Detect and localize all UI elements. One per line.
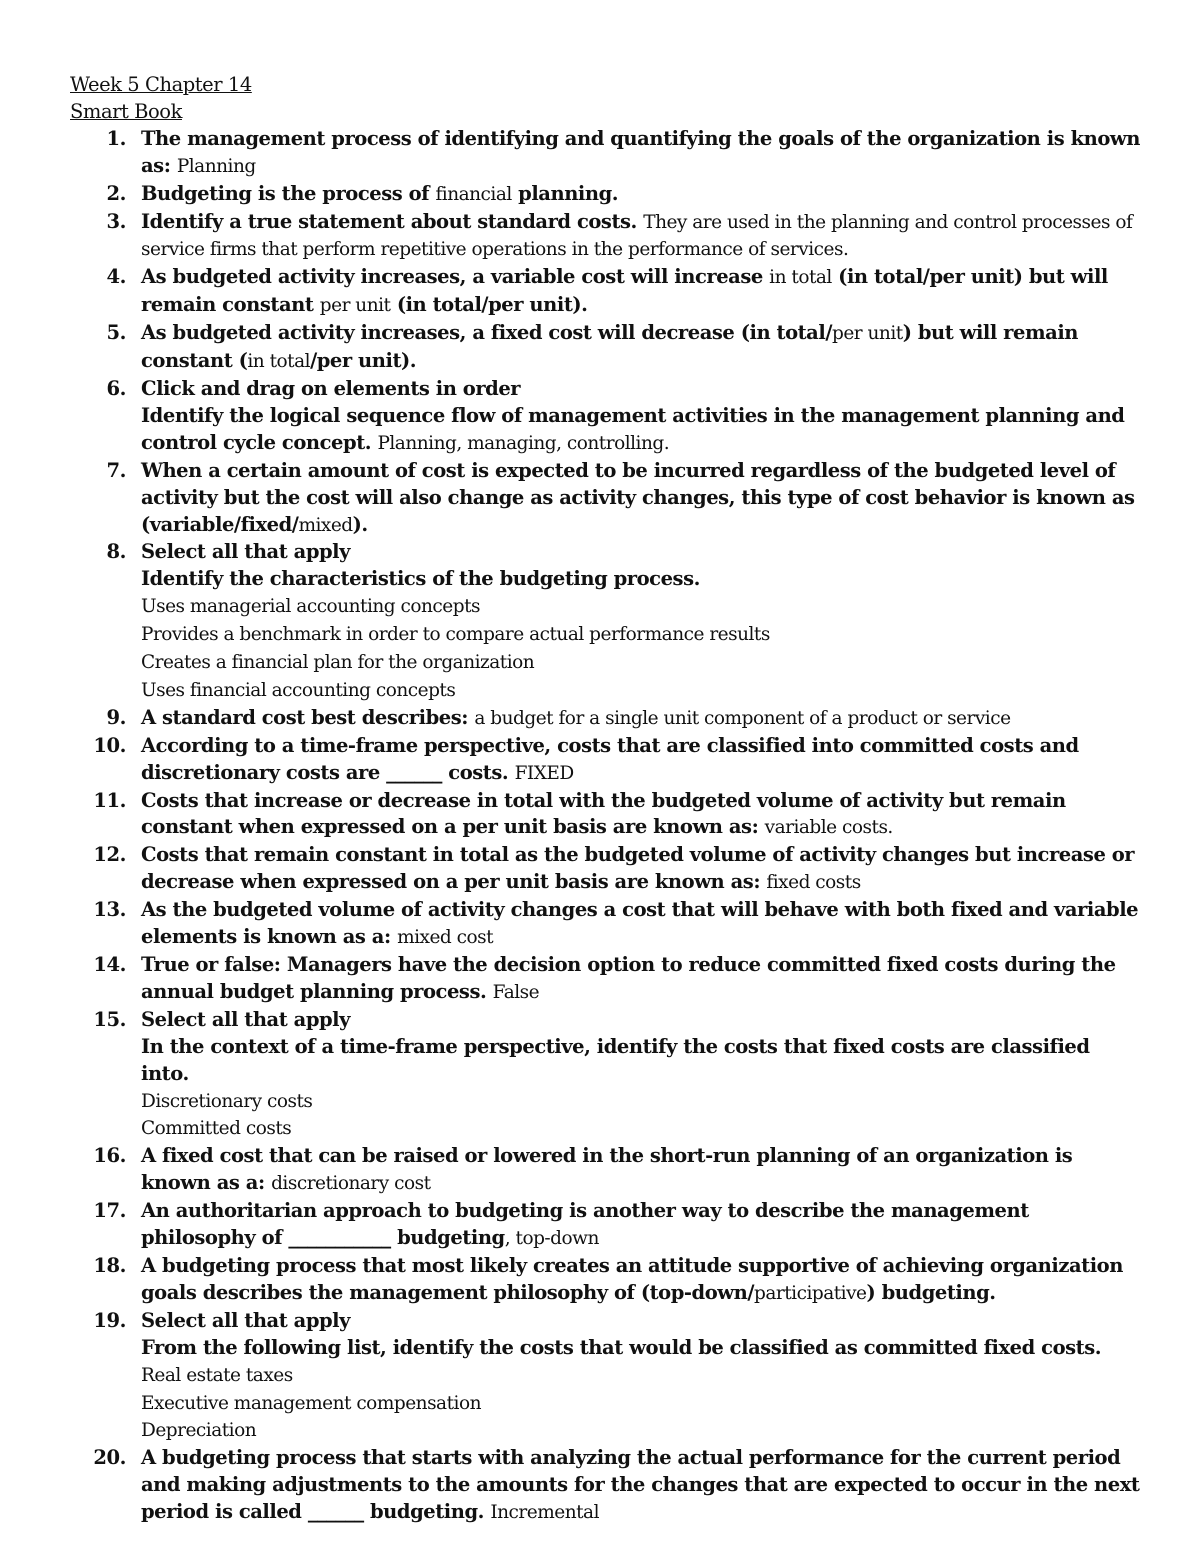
question-line (141, 1335, 1140, 1362)
answer-text: per unit (832, 323, 903, 345)
question-item-3 (70, 209, 1140, 265)
answer-text: Uses managerial accounting concepts (141, 596, 481, 618)
question-text: According to a time-frame perspective, costs that are classified into committed costs and discretionary costs are ______ costs. (141, 733, 1079, 784)
answer-text: per unit (319, 295, 391, 317)
question-number: 12. (93, 843, 126, 867)
answer-text: Uses financial accounting concepts (141, 679, 456, 701)
question-list (70, 126, 1140, 1527)
document-title: Week 5 Chapter 14 (70, 73, 252, 96)
question-text: Costs that remain constant in total as the budgeted volume of activity changes but increase or decrease when expressed on a per unit basis are known as: (141, 843, 1135, 894)
question-number: 13. (93, 898, 126, 922)
question-text: When a certain amount of cost is expected to be incurred regardless of the budgeted level of activity but the cost will also change as activity changes, this type of cost behavior is known as (variable/fixed/ (141, 458, 1135, 536)
question-line (141, 1390, 1140, 1418)
answer-text: Creates a financial plan for the organization (141, 652, 535, 674)
answer-text: financial (435, 183, 512, 205)
answer-text: variable costs. (764, 817, 893, 839)
question-line (141, 539, 1140, 566)
question-text: Identify the logical sequence flow of management activities in the management planning and control cycle concept. (141, 403, 1125, 454)
answer-text: Executive management compensation (141, 1392, 481, 1414)
question-text: ). (352, 512, 368, 536)
answer-text: Discretionary costs (141, 1090, 313, 1112)
question-item-2 (70, 181, 1140, 209)
question-line (141, 376, 1140, 403)
question-item-18 (70, 1253, 1140, 1308)
question-number: 1. (106, 126, 126, 150)
question-line (141, 677, 1140, 705)
question-text: (in total/per unit). (390, 293, 588, 317)
question-line (141, 1308, 1140, 1335)
question-item-9 (70, 705, 1140, 733)
question-item-10 (70, 733, 1140, 788)
question-line (141, 403, 1140, 458)
question-text: Select all that apply (141, 1007, 351, 1031)
question-text: As the budgeted volume of activity changes a cost that will behave with both fixed and variable elements is known as a: (141, 898, 1139, 949)
answer-text: mixed (298, 514, 353, 536)
question-number: 4. (106, 265, 126, 289)
question-text: Budgeting is the process of (141, 181, 436, 205)
question-text: From the following list, identify the costs that would be classified as committed fixed costs. (141, 1335, 1102, 1359)
answer-text: , top-down (504, 1228, 599, 1250)
answer-text: discretionary cost (271, 1173, 431, 1195)
question-number: 9. (106, 705, 126, 729)
question-line (141, 1007, 1140, 1034)
question-number: 15. (93, 1007, 126, 1031)
question-text: An authoritarian approach to budgeting is another way to describe the management philosophy of ___________ budgeting (141, 1199, 1029, 1250)
question-item-13 (70, 897, 1140, 952)
question-item-15 (70, 1007, 1140, 1144)
document-subtitle: Smart Book (70, 99, 182, 123)
answer-text: Depreciation (141, 1420, 257, 1442)
question-line (141, 621, 1140, 649)
question-text: Identify the characteristics of the budgeting process. (141, 567, 700, 591)
question-number: 10. (93, 733, 126, 757)
answer-text: Real estate taxes (141, 1364, 293, 1386)
question-text: A budgeting process that starts with analyzing the actual performance for the current period and making adjustments to the amounts for the changes that are expected to occur in the next period is called ______ budgeting. (141, 1446, 1140, 1524)
question-number: 8. (106, 540, 126, 564)
question-item-5 (70, 320, 1140, 376)
question-line (141, 566, 1140, 593)
question-number: 20. (93, 1446, 126, 1470)
question-item-11 (70, 788, 1140, 843)
question-number: 6. (106, 376, 126, 400)
question-text: As budgeted activity increases, a variable cost will increase (141, 265, 770, 289)
answer-text: FIXED (514, 762, 574, 784)
question-text: Select all that apply (141, 540, 351, 564)
question-item-17 (70, 1198, 1140, 1253)
question-line (141, 1115, 1140, 1143)
question-number: 2. (106, 181, 126, 205)
question-number: 17. (93, 1199, 126, 1223)
question-number: 16. (93, 1144, 126, 1168)
question-text: /per unit). (310, 349, 417, 373)
answer-text: Incremental (490, 1502, 599, 1524)
question-number: 3. (106, 209, 126, 233)
question-line (141, 1417, 1140, 1445)
question-item-4 (70, 264, 1140, 320)
question-item-19 (70, 1308, 1140, 1446)
question-text: ) budgeting. (866, 1280, 996, 1304)
question-text: The management process of identifying and quantifying the goals of the organization is known as: (141, 126, 1140, 177)
question-text: (in total/per unit) but will remain constant (141, 265, 1108, 317)
question-text: A standard cost best describes: (141, 705, 475, 729)
question-item-8 (70, 539, 1140, 704)
question-text: Click and drag on elements in order (141, 376, 521, 400)
question-text: A budgeting process that most likely creates an attitude supportive of achieving organization goals describes the management philosophy of (top-down/ (141, 1253, 1123, 1304)
question-text: True or false: Managers have the decision option to reduce committed fixed costs during the annual budget planning process. (141, 953, 1116, 1003)
question-line (141, 1362, 1140, 1390)
question-item-1 (70, 126, 1140, 181)
answer-text: participative (754, 1282, 867, 1304)
question-number: 14. (93, 953, 126, 976)
question-text: Costs that increase or decrease in total with the budgeted volume of activity but remain constant when expressed on a per unit basis are known as: (141, 788, 1066, 839)
document-page (70, 72, 1140, 1527)
question-line (141, 1034, 1140, 1088)
question-number: 11. (93, 788, 126, 812)
question-text: Identify a true statement about standard costs. (141, 209, 644, 233)
question-item-12 (70, 842, 1140, 897)
answer-text: False (492, 981, 540, 1003)
question-item-6 (70, 376, 1140, 458)
answer-text: mixed cost (397, 927, 494, 949)
question-text: Select all that apply (141, 1308, 351, 1332)
question-number: 18. (93, 1253, 126, 1277)
answer-text: Committed costs (141, 1118, 292, 1140)
answer-text: fixed costs (766, 872, 861, 894)
question-item-7 (70, 458, 1140, 540)
question-text: planning. (511, 181, 619, 205)
answer-text: a budget for a single unit component of a product or service (474, 707, 1011, 729)
answer-text: in total (769, 267, 832, 289)
question-line (141, 593, 1140, 621)
answer-text: in total (247, 351, 311, 373)
question-number: 5. (106, 321, 126, 345)
question-number: 7. (106, 458, 126, 482)
question-line (141, 649, 1140, 677)
answer-text: They are used in the planning and control processes of service firms that perform repetitive operations in the performance of services. (141, 211, 1133, 261)
question-text: ) but will remain constant ( (141, 321, 1079, 373)
answer-text: Planning, managing, controlling. (377, 432, 670, 454)
question-line (141, 1088, 1140, 1116)
question-text: A fixed cost that can be raised or lowered in the short-run planning of an organization is known as a: (141, 1144, 1073, 1195)
answer-text: Planning (176, 155, 256, 177)
question-text: In the context of a time-frame perspective, identify the costs that fixed costs are classified into. (141, 1034, 1090, 1085)
answer-text: Provides a benchmark in order to compare actual performance results (141, 624, 770, 646)
question-number: 19. (93, 1308, 126, 1332)
question-item-20 (70, 1445, 1140, 1527)
question-text: As budgeted activity increases, a fixed cost will decrease (in total/ (141, 321, 832, 345)
question-item-14 (70, 952, 1140, 1007)
question-item-16 (70, 1143, 1140, 1198)
